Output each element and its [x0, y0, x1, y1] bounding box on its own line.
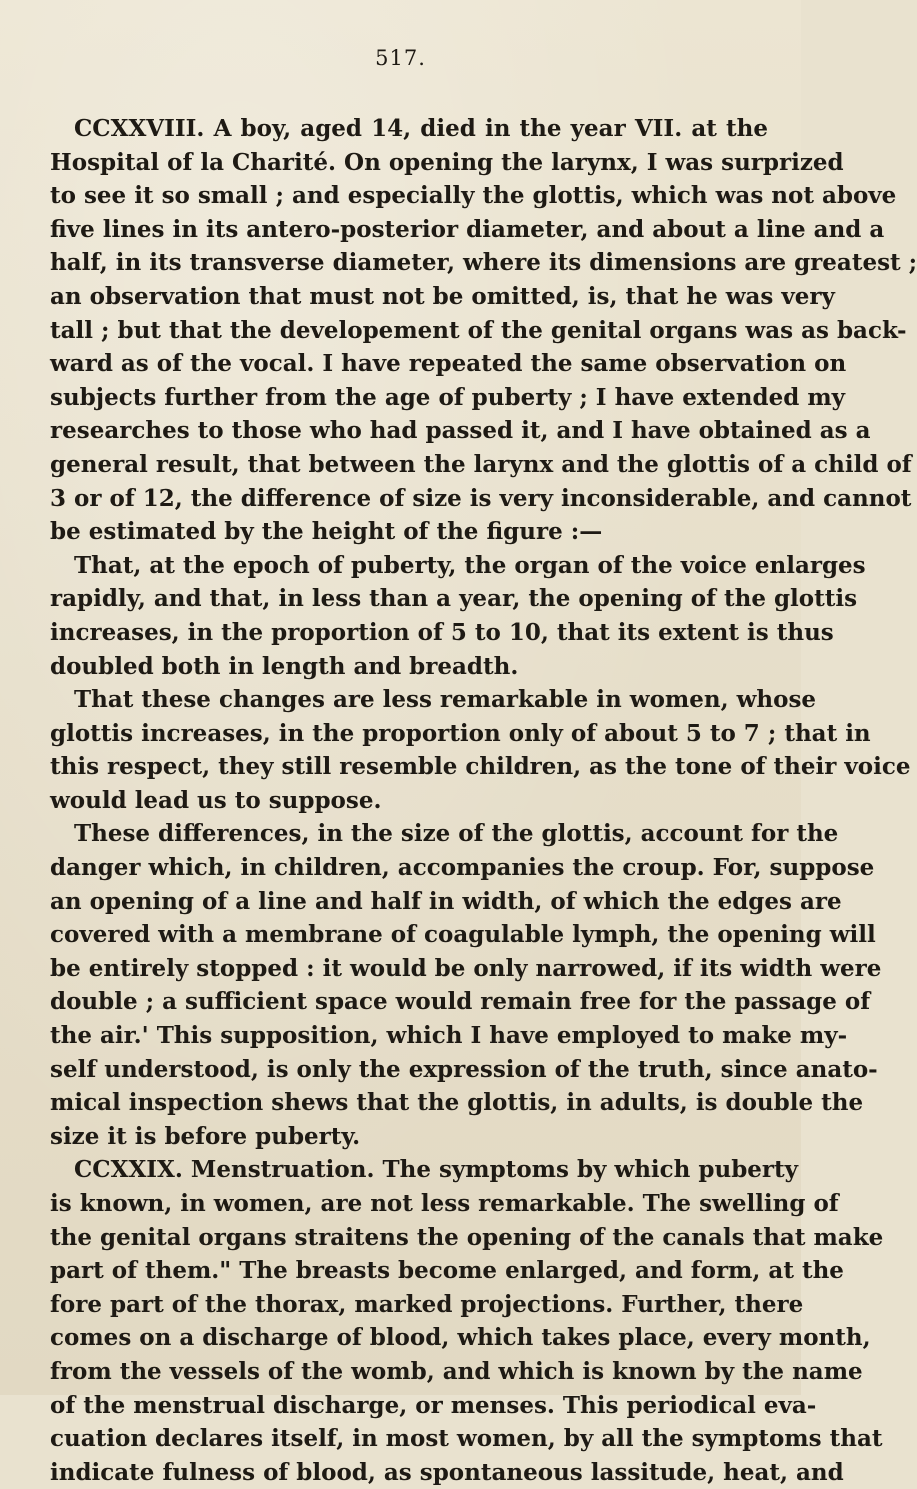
text-line: of the menstrual discharge, or menses. This periodical eva- — [50, 1391, 817, 1419]
text-line: be entirely stopped : it would be only narrowed, if its width were — [50, 954, 882, 982]
text-line: That these changes are less remarkable in women, whose — [74, 686, 817, 714]
text-line: be estimated by the height of the figure :— — [50, 518, 603, 546]
text-line: fore part of the thorax, marked projections. Further, there — [50, 1290, 804, 1318]
text-line: tall ; but that the developement of the genital organs was as back- — [50, 316, 907, 344]
text-line: the genital organs straitens the opening of the canals that make — [50, 1223, 884, 1251]
text-line: self understood, is only the expression of the truth, since anato- — [50, 1055, 878, 1083]
text-line: five lines in its antero-posterior diameter, and about a line and a — [50, 215, 885, 243]
text-line: 3 or of 12, the difference of size is very inconsiderable, and cannot — [50, 484, 912, 512]
text-line: an opening of a line and half in width, of which the edges are — [50, 887, 842, 915]
text-line: CCXXIX. Menstruation. The symptoms by which puberty — [74, 1156, 799, 1184]
text-line: general result, that between the larynx and the glottis of a child of — [50, 450, 912, 478]
text-line: this respect, they still resemble children, as the tone of their voice — [50, 753, 911, 781]
text-line: cuation declares itself, in most women, by all the symptoms that — [50, 1425, 883, 1453]
body-text — [50, 112, 917, 1489]
text-line: ward as of the vocal. I have repeated the same observation on — [50, 350, 847, 378]
text-line: to see it so small ; and especially the glottis, which was not above — [50, 182, 897, 210]
text-line: glottis increases, in the proportion only of about 5 to 7 ; that in — [50, 719, 871, 747]
text-line: indicate fulness of blood, as spontaneous lassitude, heat, and — [50, 1458, 844, 1486]
text-line: danger which, in children, accompanies the croup. For, suppose — [50, 854, 875, 882]
text-line: That, at the epoch of puberty, the organ of the voice enlarges — [74, 551, 866, 579]
text-line: increases, in the proportion of 5 to 10, that its extent is thus — [50, 618, 834, 646]
text-line: would lead us to suppose. — [50, 786, 382, 814]
text-line: size it is before puberty. — [50, 1122, 361, 1150]
text-line: These differences, in the size of the glottis, account for the — [74, 820, 839, 848]
text-line: Hospital of la Charité. On opening the larynx, I was surprized — [50, 148, 844, 176]
text-line: mical inspection shews that the glottis, in adults, is double the — [50, 1089, 864, 1117]
text-line: an observation that must not be omitted, is, that he was very — [50, 282, 835, 310]
text-line: rapidly, and that, in less than a year, the opening of the glottis — [50, 585, 858, 613]
text-line: comes on a discharge of blood, which takes place, every month, — [50, 1324, 871, 1352]
text-line: the air.' This supposition, which I have employed to make my- — [50, 1022, 848, 1050]
text-line: double ; a sufficient space would remain free for the passage of — [50, 988, 871, 1016]
text-line: covered with a membrane of coagulable lymph, the opening will — [50, 921, 876, 949]
text-line: CCXXVIII. A boy, aged 14, died in the year VII. at the — [74, 115, 768, 142]
text-line: subjects further from the age of puberty ; I have extended my — [50, 383, 846, 411]
text-line: part of them." The breasts become enlarged, and form, at the — [50, 1257, 844, 1285]
page-number: 517. — [375, 46, 426, 70]
text-line: from the vessels of the womb, and which is known by the name — [50, 1357, 863, 1385]
text-line: doubled both in length and breadth. — [50, 652, 519, 680]
text-line: is known, in women, are not less remarkable. The swelling of — [50, 1190, 839, 1217]
text-line: researches to those who had passed it, and I have obtained as a — [50, 417, 871, 445]
text-line: half, in its transverse diameter, where its dimensions are greatest ; — [50, 249, 917, 277]
